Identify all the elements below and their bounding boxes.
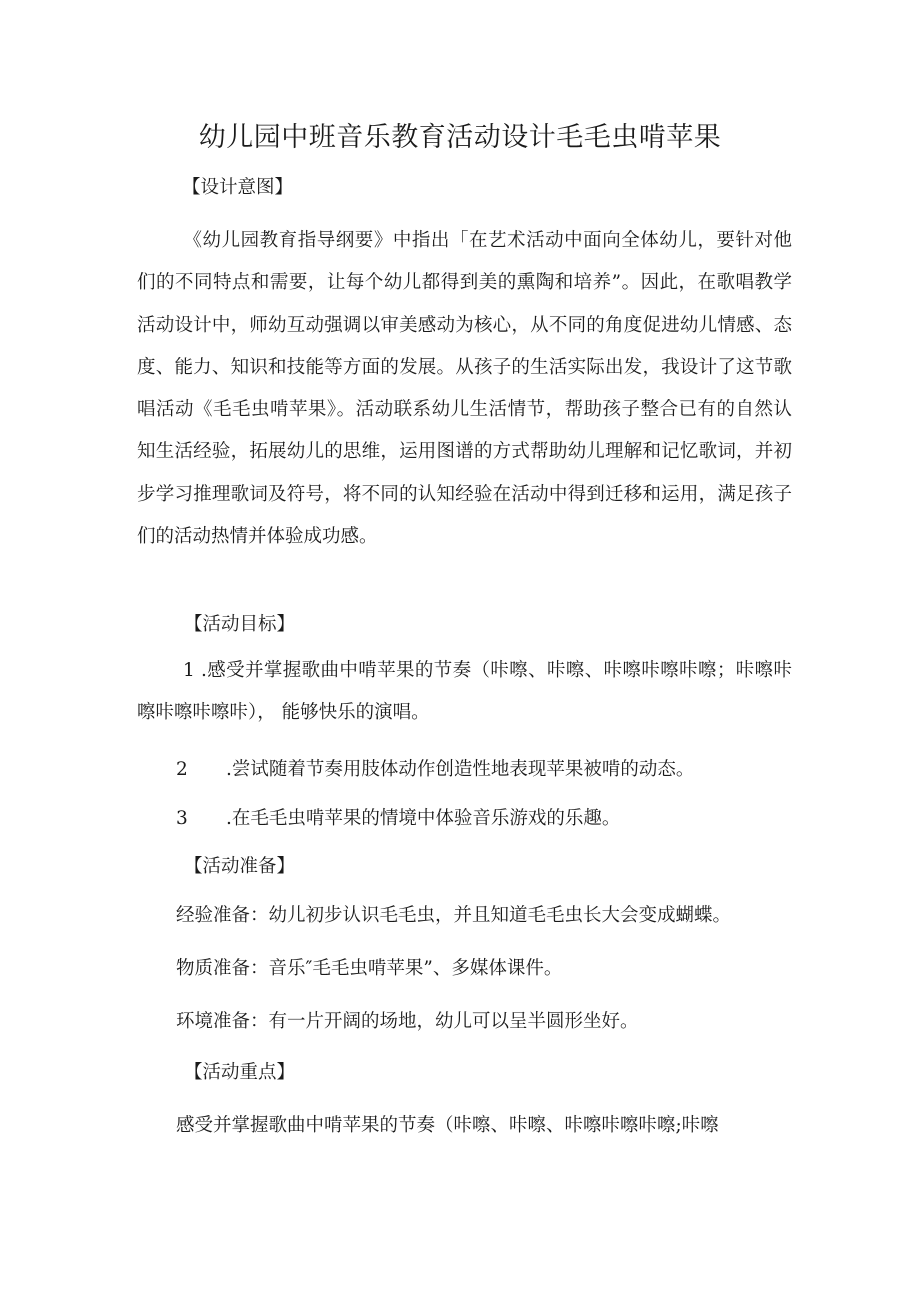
goal-item-3 bbox=[176, 805, 620, 833]
heading-key-points: 【活动重点】 bbox=[184, 1062, 296, 1083]
preparation-material: 物质准备：音乐″毛毛虫啃苹果”、多媒体课件。 bbox=[176, 958, 563, 979]
heading-design-intent: 【设计意图】 bbox=[182, 177, 294, 198]
heading-preparation: 【活动准备】 bbox=[184, 856, 296, 877]
preparation-environment: 环境准备：有一片开阔的场地，幼儿可以呈半圆形坐好。 bbox=[176, 1011, 639, 1032]
heading-goals: 【活动目标】 bbox=[184, 614, 296, 635]
goal-item-3-text: .在毛毛虫啃苹果的情境中体验音乐游戏的乐趣。 bbox=[226, 808, 621, 829]
document-title: 幼儿园中班音乐教育活动设计毛毛虫啃苹果 bbox=[198, 122, 722, 153]
key-points-text: 感受并掌握歌曲中啃苹果的节奏（咔嚓、咔嚓、咔嚓咔嚓咔嚓;咔嚓 bbox=[176, 1115, 719, 1136]
goal-item-2-number: 2 bbox=[176, 759, 188, 780]
goal-item-2 bbox=[176, 756, 694, 784]
design-intent-paragraph bbox=[137, 220, 792, 558]
design-intent-text: 《幼儿园教育指导纲要》中指出「在艺术活动中面向全体幼儿，要针对他们的不同特点和需要，让每个幼儿都得到美的熏陶和培养”。因此，在歌唱教学活动设计中，师幼互动强调以审美感动为核心，从不同的角度促进幼儿情感、态度、能力、知识和技能等方面的发展。从孩子的生活实际出发，我设计了这节歌唱活动《毛毛虫啃苹果》。活动联系幼儿生活情节，帮助孩子整合已有的自然认知生活经验，拓展幼儿的思维，运用图谱的方式帮助幼儿理解和记忆歌词，并初步学习推理歌词及符号，将不同的认知经验在活动中得到迁移和运用，满足孩子们的活动热情并体验成功感。 bbox=[137, 230, 792, 548]
goal-item-2-text: .尝试随着节奏用肢体动作创造性地表现苹果被啃的动态。 bbox=[226, 759, 695, 780]
goal-item-1 bbox=[137, 650, 792, 735]
goal-item-3-number: 3 bbox=[176, 808, 188, 829]
goal-item-1-text: 1 .感受并掌握歌曲中啃苹果的节奏（咔嚓、咔嚓、咔嚓咔嚓咔嚓；咔嚓咔嚓咔嚓咔嚓咔）， 能够快乐的演唱。 bbox=[137, 660, 792, 724]
preparation-experience: 经验准备：幼儿初步认识毛毛虫，并且知道毛毛虫长大会变成蝴蝶。 bbox=[176, 905, 732, 926]
